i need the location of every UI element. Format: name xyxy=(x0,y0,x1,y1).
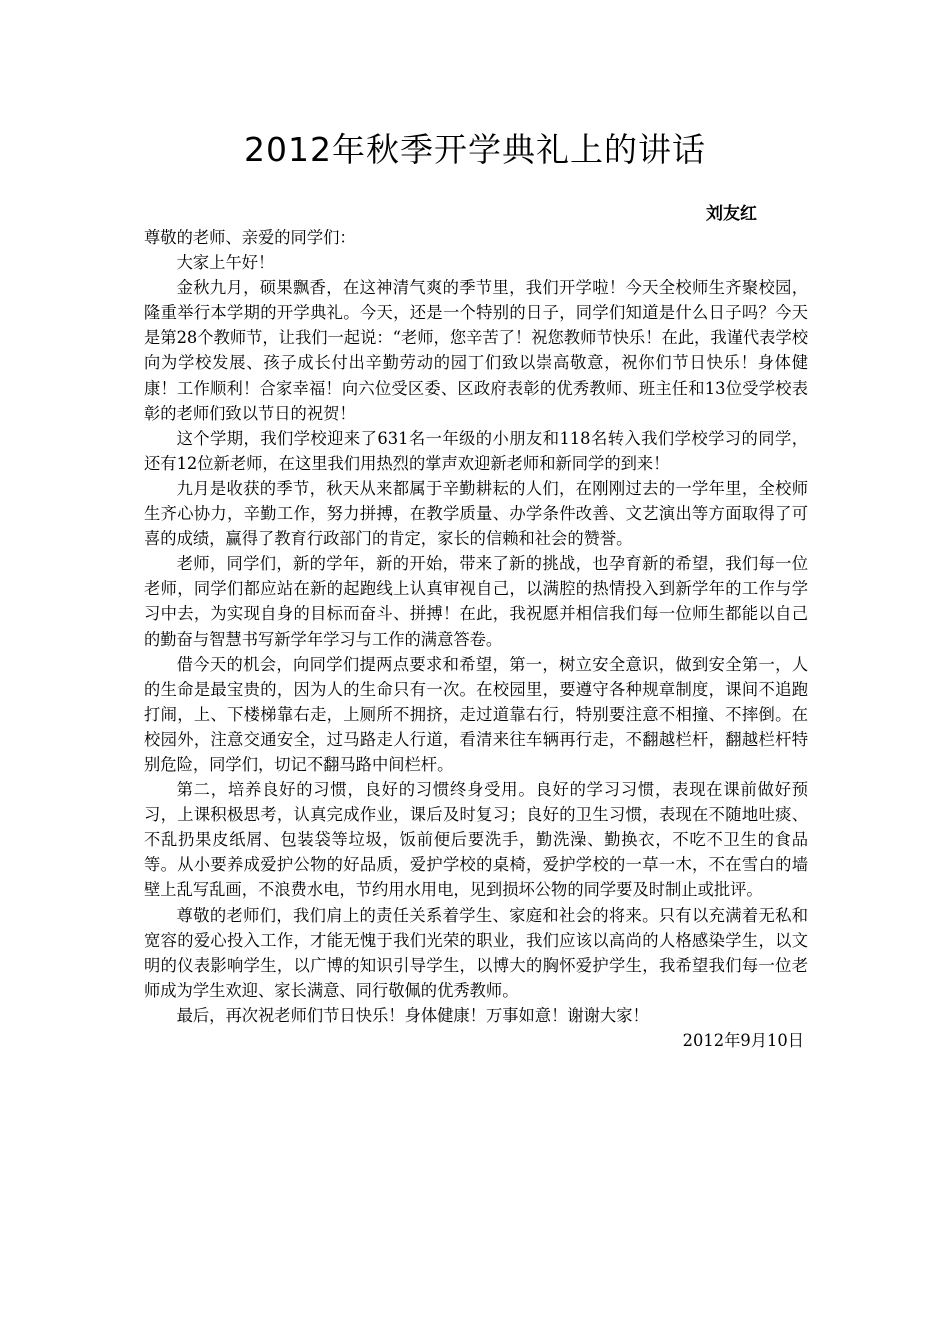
paragraph-closing: 最后，再次祝老师们节日快乐！身体健康！万事如意！谢谢大家！ xyxy=(176,1005,649,1025)
paragraph-teachers-duty: 尊敬的老师们，我们肩上的责任关系着学生、家庭和社会的将来。只有以充满着无私和宽容的爱心投入工作，才能无愧于我们光荣的职业，我们应该以高尚的人格感染学生，以文明的仪表影响学生，以广博的知识引导学生，以博大的胸怀爱护学生，我希望我们每一位老师成为学生欢迎、家长满意、同行敬佩的优秀教师。 xyxy=(144,905,808,1000)
paragraph-safety: 借今天的机会，向同学们提两点要求和希望，第一，树立安全意识，做到安全第一，人的生命是最宝贵的，因为人的生命只有一次。在校园里，要遵守各种规章制度，课间不追跑打闹，上、下楼梯靠右走，上厕所不拥挤，走过道靠右行，特别要注意不相撞、不摔倒。在校园外，注意交通安全，过马路走人行道，看清来往车辆再行走，不翻越栏杆，翻越栏杆特别危险，同学们，切记不翻马路中间栏杆。 xyxy=(144,654,808,774)
paragraph-new-year: 老师，同学们，新的学年，新的开始，带来了新的挑战，也孕育新的希望，我们每一位老师，同学们都应站在新的起跑线上认真审视自己，以满腔的热情投入到新学年的工作与学习中去，为实现自身的目标而奋斗、拼搏！在此，我祝愿并相信我们每一位师生都能以自己的勤奋与智慧书写新学年学习与工作的满意答卷。 xyxy=(144,554,808,649)
speech-body xyxy=(144,225,808,1053)
paragraph-new-students: 这个学期，我们学校迎来了631名一年级的小朋友和118名转入我们学校学习的同学，还有12位新老师，在这里我们用热烈的掌声欢迎新老师和新同学的到来！ xyxy=(144,428,808,473)
speech-date: 2012年9月10日 xyxy=(682,1031,804,1050)
author-name: 刘友红 xyxy=(706,204,757,224)
paragraph-achievements: 九月是收获的季节，秋天从来都属于辛勤耕耘的人们，在刚刚过去的一学年里，全校师生齐心协力，辛勤工作，努力拼搏，在教学质量、办学条件改善、文艺演出等方面取得了可喜的成绩，赢得了教育行政部门的肯定，家长的信赖和社会的赞誉。 xyxy=(144,478,808,549)
paragraph-greeting: 大家上午好！ xyxy=(176,253,275,273)
paragraph-habits: 第二，培养良好的习惯，良好的习惯终身受用。良好的学习习惯，表现在课前做好预习，上课积极思考，认真完成作业，课后及时复习；良好的卫生习惯，表现在不随地吐痰、不乱扔果皮纸屑、包装袋等垃圾，饭前便后要洗手，勤洗澡、勤换衣，不吃不卫生的食品等。从小要养成爱护公物的好品质，爱护学校的桌椅，爱护学校的一草一木，不在雪白的墙壁上乱写乱画，不浪费水电，节约用水用电，见到损坏公物的同学要及时制止或批评。 xyxy=(144,780,808,900)
salutation: 尊敬的老师、亲爱的同学们： xyxy=(144,228,356,247)
page-title: 2012年秋季开学典礼上的讲话 xyxy=(244,130,706,169)
paragraph-teachers-day: 金秋九月，硕果飘香，在这神清气爽的季节里，我们开学啦！今天全校师生齐聚校园，隆重举行本学期的开学典礼。今天，还是一个特别的日子，同学们知道是什么日子吗？今天是第28个教师节，让我们一起说：“老师，您辛苦了！祝您教师节快乐！在此，我谨代表学校向为学校发展、孩子成长付出辛勤劳动的园丁们致以崇高敬意，祝你们节日快乐！身体健康！工作顺利！合家幸福！向六位受区委、区政府表彰的优秀教师、班主任和13位受学校表彰的老师们致以节日的祝贺！ xyxy=(144,278,809,423)
